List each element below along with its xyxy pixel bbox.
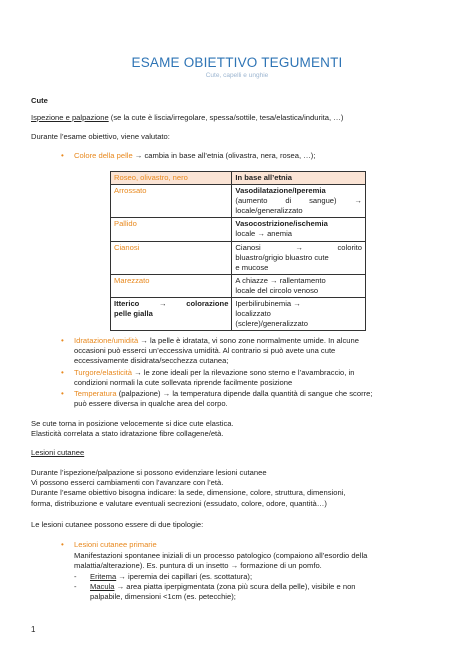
paragraph-line: palpabile, dimensioni <1cm (es. petecchie); [90, 592, 236, 602]
paragraph-line: Durante l’esame obiettivo bisogna indicare: la sede, dimensione, colore, struttura, dimensioni, [31, 488, 346, 498]
temperatura-text: (palpazione) → la temperatura dipende dalla quantità di sangue che scorre; [116, 389, 373, 398]
dash-bullet-icon: - [74, 572, 77, 581]
ispezione-label: Ispezione e palpazione [31, 113, 109, 122]
table-cell-meaning [232, 241, 366, 274]
table-cell-line: Cianosi → colorito [235, 242, 362, 252]
primarie-paragraph [74, 551, 446, 571]
ispezione-paragraph [31, 113, 343, 123]
elasticity-paragraph [31, 419, 234, 439]
table-header-cell: In base all’etnia [232, 172, 366, 185]
bullet-dot-icon: • [61, 336, 64, 345]
turgore-label: Turgore/elasticità [74, 368, 132, 377]
table-row [111, 274, 366, 297]
paragraph-line: eccessivamente disidrata/secchezza cutanea; [74, 356, 229, 366]
turgore-paragraph [74, 368, 446, 388]
colore-label: Colore della pelle [74, 151, 133, 160]
macula-term: Macula [90, 582, 115, 591]
ispezione-text: (se la cute è liscia/irregolare, spessa/sottile, tesa/elastica/indurita, …) [108, 113, 344, 122]
tipologie-paragraph: Le lesioni cutanee possono essere di due tipologie: [31, 520, 204, 529]
paragraph-line: forma, distribuzione e valutare eventuali secrezioni (essudato, colore, odore, quantità…) [31, 498, 327, 508]
table-cell-line: Iperbilirubinemia → [235, 299, 301, 309]
table-cell-line: A chiazze → rallentamento [235, 275, 326, 285]
page-title: ESAME OBIETTIVO TEGUMENTI [131, 55, 343, 70]
temperatura-paragraph [74, 389, 446, 409]
table-cell-condition [111, 298, 232, 331]
macula-text: → area piatta iperpigmentata (zona più scura della pelle), visibile e non [114, 582, 356, 591]
table-header-row [111, 172, 366, 185]
idratazione-text: → la pelle è idratata, vi sono zone normalmente umide. In alcune [138, 336, 359, 345]
table-row [111, 241, 366, 274]
table-cell-meaning [232, 218, 366, 241]
section-heading-cute: Cute [31, 96, 48, 105]
eritema-text: → iperemia dei capillari (es. scottatura); [116, 572, 253, 581]
table-cell-line: (sclere)/generalizzato [235, 319, 309, 329]
table-cell-line: locale → anemia [235, 229, 292, 239]
macula-item [90, 582, 446, 602]
paragraph-line: Durante l’ispezione/palpazione si possono evidenziare lesioni cutanee [31, 468, 267, 477]
paragraph-line: Vi possono esserci cambiamenti con l’avanzare con l’età. [31, 478, 224, 488]
bullet-dot-icon: • [61, 389, 64, 398]
table-header-cell: Roseo, olivastro, nero [111, 172, 232, 185]
table-cell-condition: Cianosi [111, 241, 232, 274]
eritema-term: Eritema [90, 572, 117, 581]
table-cell-line: locale del circolo venoso [235, 285, 319, 295]
table-cell-line: pelle gialla [114, 309, 153, 319]
table-cell-line: (aumento di sangue) → [235, 196, 362, 206]
bullet-dot-icon: • [61, 151, 64, 160]
paragraph-line: Elasticità correlata a stato idratazione fibre collagene/età. [31, 429, 224, 439]
table-cell-line: e mucose [235, 262, 269, 272]
paragraph-line [74, 368, 446, 378]
eritema-item [90, 572, 446, 582]
paragraph-line: può essere diversa in qualche area del corpo. [74, 399, 228, 409]
turgore-text: → le zone ideali per la rilevazione sono sterno e l’avambraccio, in [131, 368, 355, 377]
paragraph-line: Se cute torna in posizione velocemente si dice cute elastica. [31, 419, 234, 428]
durante-paragraph: Durante l’esame obiettivo, viene valutato: [31, 132, 170, 141]
table-row [111, 218, 366, 241]
primarie-heading: Lesioni cutanee primarie [74, 540, 157, 549]
table-row [111, 185, 366, 218]
temperatura-label: Temperatura [74, 389, 117, 398]
table-cell-line: Vasodilatazione/Iperemia [235, 186, 326, 196]
table-cell-line: Vasocostrizione/ischemia [235, 219, 328, 229]
dash-bullet-icon: - [74, 582, 77, 591]
lesioni-heading: Lesioni cutanee [31, 448, 85, 457]
paragraph-line: condizioni normali la cute sollevata riprende facilmente posizione [74, 378, 293, 388]
table-cell-condition: Pallido [111, 218, 232, 241]
colore-text: → cambia in base all’etnia (olivastra, nera, rosea, …); [132, 151, 316, 160]
paragraph-line: Manifestazioni spontanee iniziali di un processo patologico (compaiono all’esordio della [74, 551, 368, 560]
table-cell-condition: Marezzato [111, 274, 232, 297]
table-cell-line: locale/generalizzato [235, 206, 303, 216]
table-row [111, 298, 366, 331]
table-cell-line: localizzato [235, 309, 271, 319]
paragraph-line [74, 389, 446, 399]
idratazione-paragraph [74, 336, 446, 367]
colore-paragraph [74, 151, 315, 161]
page-subtitle: Cute, capelli e unghie [205, 72, 269, 79]
table-cell-meaning [232, 185, 366, 218]
paragraph-line [74, 336, 446, 346]
page-number: 1 [31, 625, 36, 634]
table-cell-condition: Arrossato [111, 185, 232, 218]
paragraph-line: malattia/alterazione). Es. puntura di un insetto → formazione di un pomfo. [74, 561, 322, 571]
table-cell-meaning [232, 274, 366, 297]
table-cell-meaning [232, 298, 366, 331]
idratazione-label: Idratazione/umidità [74, 336, 139, 345]
paragraph-line: occasioni può esserci un’eccessiva umidità. Al contrario si può avete una cute [74, 346, 336, 356]
skin-color-table [110, 171, 366, 331]
paragraph-line [90, 582, 446, 592]
table-cell-line: bluastro/grigio bluastro cute [235, 252, 329, 262]
table-cell-line: Itterico → colorazione [114, 299, 229, 309]
lesioni-paragraph [31, 468, 451, 509]
bullet-dot-icon: • [61, 540, 64, 549]
bullet-dot-icon: • [61, 368, 64, 377]
